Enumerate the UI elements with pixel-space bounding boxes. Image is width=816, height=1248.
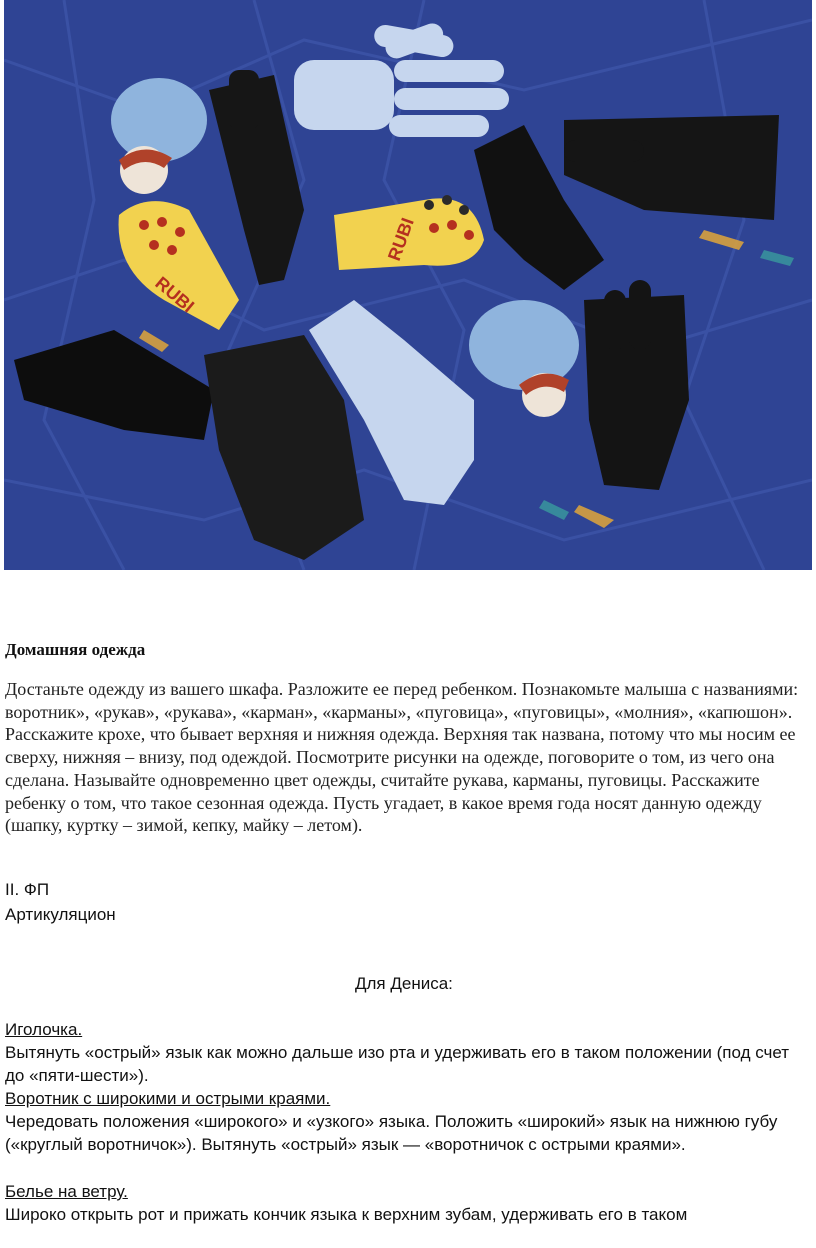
section-paragraph: Достаньте одежду из вашего шкафа. Разложите ее перед ребенком. Познакомьте малыша с названиями: воротник», «рукав», «рукава», «карман», «карманы», «пуговица», «пуговицы», «молния», «капюшон». Расскажите крохе, что бывает верхняя и нижняя одежда. Верхняя так названа, потому что мы носим ее сверху, нижняя – внизу, под одеждой. Посмотрите рисунки на одежде, поговорите о том, из чего она сделана. Называйте одновременно цвет одежды, считайте рукава, карманы, пуговицы. Расскажите ребенку о том, что такое сезонная одежда. Пусть угадает, в какое время года носят данную одежду (шапку, куртку – зимой, кепку, майку – летом). — [5, 679, 799, 836]
section-title: Домашняя одежда — [5, 640, 146, 659]
exercise-2 — [5, 1087, 811, 1156]
gloves-photo — [4, 0, 812, 570]
part-sublabel: Артикуляцион — [5, 905, 116, 924]
mitten-label-center: RUBI — [383, 215, 418, 264]
exercise-text: Чередовать положения «широкого» и «узкого» языка. Положить «широкий» язык на нижнюю губу («круглый воротничок»). Вытянуть «острый» язык — «воротничок с острыми краями». — [5, 1112, 778, 1154]
exercise-title: Иголочка. — [5, 1020, 83, 1039]
mitten-label-left: RUBI — [151, 272, 198, 317]
exercise-title: Воротник с широкими и острыми краями. — [5, 1089, 331, 1108]
exercise-1 — [5, 1018, 811, 1087]
exercise-text: Широко открыть рот и прижать кончик языка к верхним зубам, удерживать его в таком — [5, 1205, 688, 1224]
exercise-title: Белье на ветру. — [5, 1182, 128, 1201]
part-label: II. ФП — [5, 880, 50, 899]
exercise-3 — [5, 1180, 811, 1226]
for-whom-title: Для Дениса: — [355, 974, 453, 993]
exercise-text: Вытянуть «острый» язык как можно дальше изо рта и удерживать его в таком положении (под счет до «пяти-шести»). — [5, 1043, 790, 1085]
